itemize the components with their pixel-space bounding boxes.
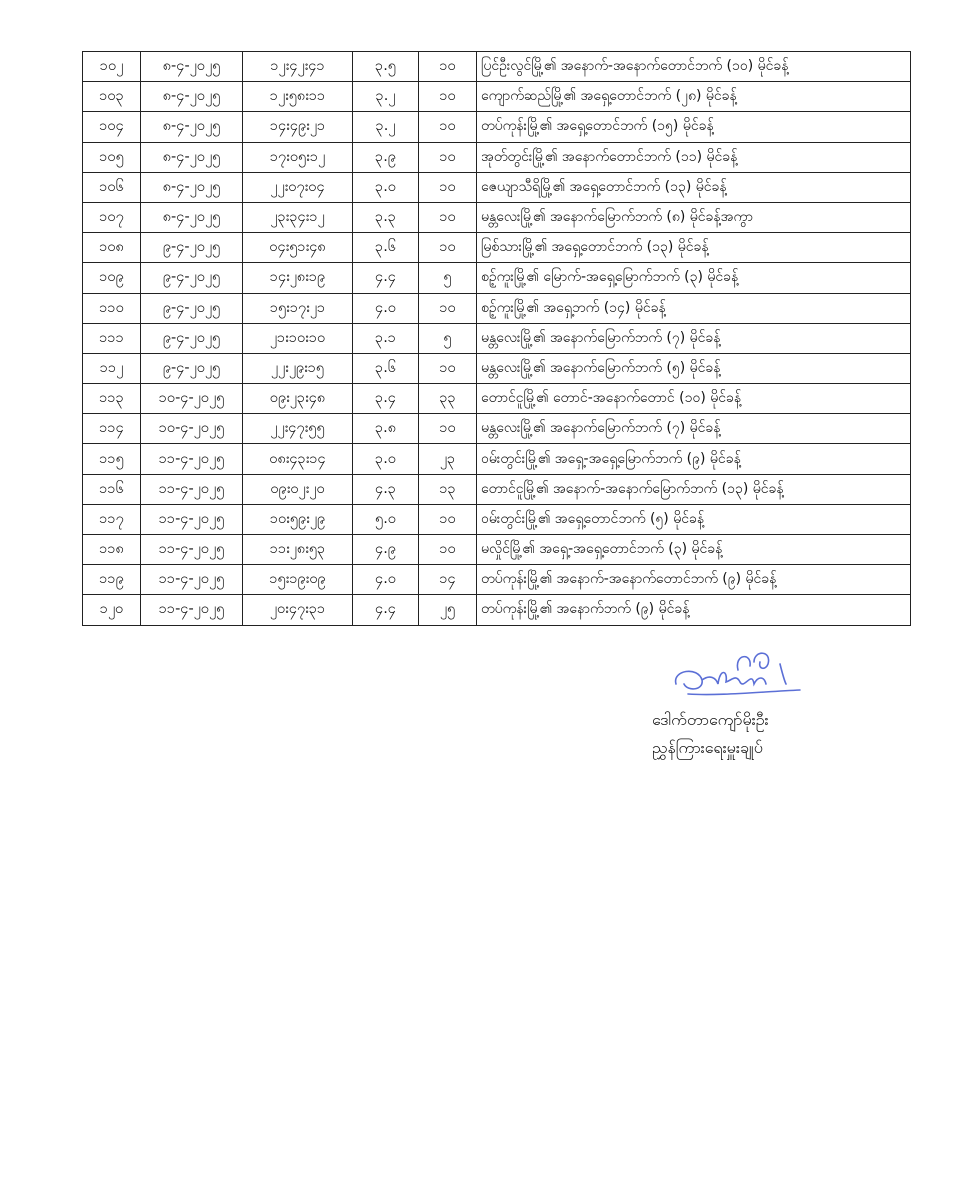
event-number: ၁၁၆ [83, 474, 141, 504]
table-row [83, 52, 911, 82]
table-row [83, 293, 911, 323]
table-row [83, 353, 911, 383]
event-time: ၁၅း၁၇း၂၁ [243, 293, 353, 323]
event-magnitude: ၃.၂ [353, 82, 419, 112]
table-row [83, 263, 911, 293]
event-magnitude: ၄.၀ [353, 565, 419, 595]
event-location: တပ်ကုန်းမြို့၏ အရှေ့တောင်ဘက် (၁၅) မိုင်ခန့် [477, 112, 911, 142]
signer-name: ဒေါက်တာကျော်မိုးဦး [652, 710, 769, 729]
event-location: မန္တလေးမြို့၏ အနောက်မြောက်ဘက် (၇) မိုင်ခန့် [477, 323, 911, 353]
event-number: ၁၁၁ [83, 323, 141, 353]
event-depth: ၁၀ [419, 353, 477, 383]
event-depth: ၃၃ [419, 384, 477, 414]
event-date: ၁၁-၄-၂၀၂၅ [141, 444, 243, 474]
event-number: ၁၀၉ [83, 263, 141, 293]
event-number: ၁၁၃ [83, 384, 141, 414]
event-number: ၁၀၂ [83, 52, 141, 82]
event-number: ၁၀၈ [83, 233, 141, 263]
event-number: ၁၁၉ [83, 565, 141, 595]
event-date: ၁၀-၄-၂၀၂၅ [141, 414, 243, 444]
signer-block [652, 706, 769, 762]
table-row [83, 142, 911, 172]
event-depth: ၁၄ [419, 565, 477, 595]
event-date: ၁၁-၄-၂၀၂၅ [141, 595, 243, 625]
event-date: ၉-၄-၂၀၂၅ [141, 233, 243, 263]
event-location: မန္တလေးမြို့၏ အနောက်မြောက်ဘက် (၅) မိုင်ခန့် [477, 353, 911, 383]
event-magnitude: ၃.၅ [353, 52, 419, 82]
event-location: မန္တလေးမြို့၏ အနောက်မြောက်ဘက် (၈) မိုင်ခန့်အကွာ [477, 202, 911, 232]
event-magnitude: ၃.၃ [353, 202, 419, 232]
table-row [83, 112, 911, 142]
event-location: မန္တလေးမြို့၏ အနောက်မြောက်ဘက် (၇) မိုင်ခန့် [477, 414, 911, 444]
event-number: ၁၁၅ [83, 444, 141, 474]
event-magnitude: ၄.၄ [353, 263, 419, 293]
event-date: ၈-၄-၂၀၂၅ [141, 172, 243, 202]
table-row [83, 595, 911, 625]
event-magnitude: ၃.၆ [353, 233, 419, 263]
event-time: ၁၁း၂၈း၅၃ [243, 535, 353, 565]
signer-title: ညွှန်ကြားရေးမှူးချုပ် [652, 738, 763, 757]
event-location: ပြင်ဦးလွင်မြို့၏ အနောက်-အနောက်တောင်ဘက် (၁၀) မိုင်ခန့် [477, 52, 911, 82]
event-date: ၈-၄-၂၀၂၅ [141, 112, 243, 142]
event-number: ၁၁၇ [83, 504, 141, 534]
event-time: ၁၅း၁၉း၀၉ [243, 565, 353, 595]
event-location: ဇေယျာသီရိမြို့၏ အရှေ့တောင်ဘက် (၁၃) မိုင်ခန့် [477, 172, 911, 202]
event-depth: ၁၀ [419, 112, 477, 142]
event-time: ၀၄း၅၁း၄၈ [243, 233, 353, 263]
event-date: ၉-၄-၂၀၂၅ [141, 293, 243, 323]
event-time: ၂၂း၀၇း၀၄ [243, 172, 353, 202]
event-number: ၁၂၀ [83, 595, 141, 625]
event-depth: ၁၀ [419, 52, 477, 82]
table-row [83, 172, 911, 202]
event-time: ၂၁း၁၀း၁၀ [243, 323, 353, 353]
event-magnitude: ၃.၀ [353, 172, 419, 202]
event-number: ၁၀၆ [83, 172, 141, 202]
event-magnitude: ၃.၁ [353, 323, 419, 353]
event-location: စဉ့်ကူးမြို့၏ မြောက်-အရှေ့မြောက်ဘက် (၃) မိုင်ခန့် [477, 263, 911, 293]
event-time: ၁၂း၅၈း၁၁ [243, 82, 353, 112]
signature [668, 640, 808, 705]
event-depth: ၁၀ [419, 82, 477, 112]
event-time: ၁၂း၄၂း၄၁ [243, 52, 353, 82]
event-number: ၁၀၇ [83, 202, 141, 232]
event-magnitude: ၃.၂ [353, 112, 419, 142]
event-magnitude: ၄.၄ [353, 595, 419, 625]
table-row [83, 384, 911, 414]
event-depth: ၂၅ [419, 595, 477, 625]
table-row [83, 323, 911, 353]
event-location: ကျောက်ဆည်မြို့၏ အရှေ့တောင်ဘက် (၂၈) မိုင်ခန့် [477, 82, 911, 112]
event-depth: ၁၀ [419, 142, 477, 172]
event-time: ၁၇း၀၅း၁၂ [243, 142, 353, 172]
event-magnitude: ၃.၀ [353, 444, 419, 474]
event-date: ၈-၄-၂၀၂၅ [141, 202, 243, 232]
event-date: ၈-၄-၂၀၂၅ [141, 82, 243, 112]
event-magnitude: ၄.၃ [353, 474, 419, 504]
event-depth: ၁၀ [419, 293, 477, 323]
event-location: မလှိုင်မြို့၏ အရှေ့-အရှေ့တောင်ဘက် (၃) မိုင်ခန့် [477, 535, 911, 565]
event-location: ဝမ်းတွင်းမြို့၏ အရှေ့-အရှေ့မြောက်ဘက် (၉) မိုင်ခန့် [477, 444, 911, 474]
event-date: ၉-၄-၂၀၂၅ [141, 353, 243, 383]
event-depth: ၁၃ [419, 474, 477, 504]
table-row [83, 504, 911, 534]
event-time: ၂၃း၃၄း၁၂ [243, 202, 353, 232]
event-depth: ၁၀ [419, 535, 477, 565]
event-number: ၁၁၄ [83, 414, 141, 444]
event-time: ၀၉း၀၂း၂၀ [243, 474, 353, 504]
event-time: ၀၈း၄၃း၁၄ [243, 444, 353, 474]
table-row [83, 414, 911, 444]
event-number: ၁၁၈ [83, 535, 141, 565]
event-date: ၁၁-၄-၂၀၂၅ [141, 474, 243, 504]
table-row [83, 233, 911, 263]
table-row [83, 82, 911, 112]
earthquake-table [82, 51, 911, 626]
event-depth: ၁၀ [419, 233, 477, 263]
event-depth: ၅ [419, 263, 477, 293]
event-location: စဉ့်ကူးမြို့၏ အရှေ့ဘက် (၁၄) မိုင်ခန့် [477, 293, 911, 323]
event-time: ၂၂း၂၉း၁၅ [243, 353, 353, 383]
earthquake-table-body [83, 52, 911, 626]
event-time: ၁၄း၄၉း၂၁ [243, 112, 353, 142]
table-row [83, 474, 911, 504]
event-magnitude: ၃.၈ [353, 414, 419, 444]
event-date: ၈-၄-၂၀၂၅ [141, 142, 243, 172]
event-time: ၁၀း၅၉း၂၉ [243, 504, 353, 534]
event-time: ၁၄း၂၈း၁၉ [243, 263, 353, 293]
event-magnitude: ၃.၉ [353, 142, 419, 172]
event-location: ဝမ်းတွင်းမြို့၏ အရှေ့တောင်ဘက် (၅) မိုင်ခန့် [477, 504, 911, 534]
signature-scribble [668, 640, 808, 705]
event-magnitude: ၃.၆ [353, 353, 419, 383]
event-location: မြစ်သားမြို့၏ အရှေ့တောင်ဘက် (၁၃) မိုင်ခန့် [477, 233, 911, 263]
event-date: ၁၀-၄-၂၀၂၅ [141, 384, 243, 414]
event-number: ၁၁၂ [83, 353, 141, 383]
event-date: ၈-၄-၂၀၂၅ [141, 52, 243, 82]
event-depth: ၁၀ [419, 504, 477, 534]
event-date: ၉-၄-၂၀၂၅ [141, 323, 243, 353]
event-date: ၉-၄-၂၀၂၅ [141, 263, 243, 293]
table-row [83, 202, 911, 232]
event-magnitude: ၄.၀ [353, 293, 419, 323]
table-row [83, 565, 911, 595]
table-row [83, 444, 911, 474]
event-time: ၂၂း၄၇း၅၅ [243, 414, 353, 444]
event-location: တောင်ငူမြို့၏ တောင်-အနောက်တောင် (၁၀) မိုင်ခန့် [477, 384, 911, 414]
event-magnitude: ၃.၄ [353, 384, 419, 414]
event-date: ၁၁-၄-၂၀၂၅ [141, 535, 243, 565]
event-number: ၁၀၄ [83, 112, 141, 142]
event-location: တောင်ငူမြို့၏ အနောက်-အနောက်မြောက်ဘက် (၁၃) မိုင်ခန့် [477, 474, 911, 504]
event-number: ၁၀၅ [83, 142, 141, 172]
event-number: ၁၁၀ [83, 293, 141, 323]
event-depth: ၁၀ [419, 414, 477, 444]
event-depth: ၁၀ [419, 202, 477, 232]
event-date: ၁၁-၄-၂၀၂၅ [141, 504, 243, 534]
event-time: ၂၀း၄၇း၃၁ [243, 595, 353, 625]
table-row [83, 535, 911, 565]
event-location: တပ်ကုန်းမြို့၏ အနောက်ဘက် (၉) မိုင်ခန့် [477, 595, 911, 625]
event-number: ၁၀၃ [83, 82, 141, 112]
event-location: တပ်ကုန်းမြို့၏ အနောက်-အနောက်တောင်ဘက် (၉) မိုင်ခန့် [477, 565, 911, 595]
event-magnitude: ၅.၀ [353, 504, 419, 534]
event-depth: ၂၃ [419, 444, 477, 474]
event-time: ၀၉း၂၃း၄၈ [243, 384, 353, 414]
event-depth: ၁၀ [419, 172, 477, 202]
event-depth: ၅ [419, 323, 477, 353]
event-location: အုတ်တွင်းမြို့၏ အနောက်တောင်ဘက် (၁၁) မိုင်ခန့် [477, 142, 911, 172]
event-date: ၁၁-၄-၂၀၂၅ [141, 565, 243, 595]
event-magnitude: ၄.၉ [353, 535, 419, 565]
